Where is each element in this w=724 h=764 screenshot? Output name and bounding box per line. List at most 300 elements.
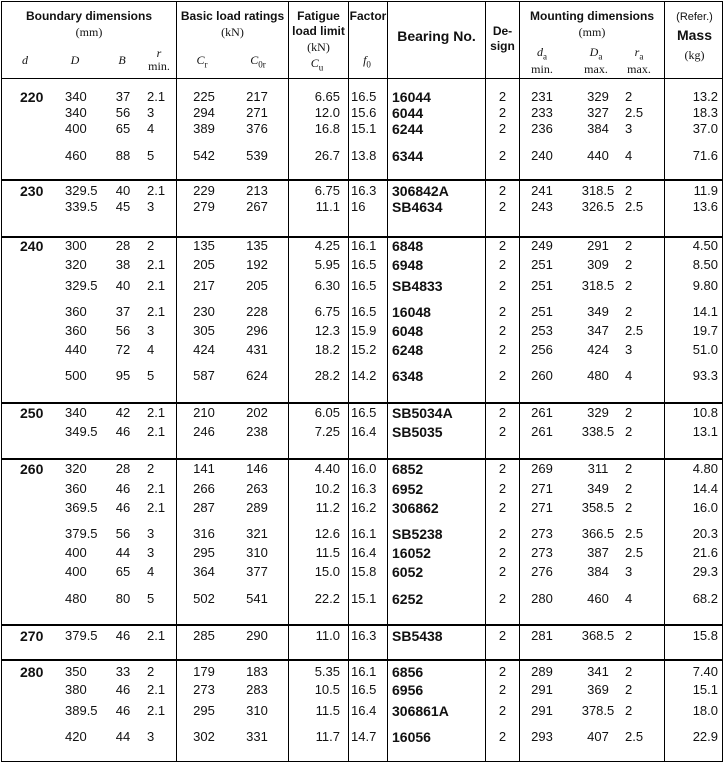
cell-da: 276: [531, 564, 553, 579]
cell-D: 339.5: [65, 199, 98, 214]
cell-C0r: 267: [246, 199, 268, 214]
cell-B: 38: [115, 257, 131, 272]
cell-no: SB4634: [392, 199, 443, 215]
cell-da: 233: [531, 105, 553, 120]
cell-C0r: 238: [246, 424, 268, 439]
cell-D: 340: [65, 89, 87, 104]
cell-C0r: 431: [246, 342, 268, 357]
cell-D: 500: [65, 368, 87, 383]
cell-D: 440: [65, 342, 87, 357]
cell-f0: 16.3: [351, 183, 377, 198]
cell-design: 2: [498, 628, 507, 643]
cell-C0r: 217: [246, 89, 268, 104]
cell-B: 40: [115, 278, 131, 293]
cell-C0r: 205: [246, 278, 268, 293]
cell-Da: 368.5: [581, 628, 615, 643]
cell-r: 2.1: [147, 183, 166, 198]
cell-Cu: 12.0: [314, 105, 340, 120]
cell-D: 340: [65, 105, 87, 120]
cell-B: 45: [115, 199, 131, 214]
cell-C0r: 539: [246, 148, 268, 163]
cell-B: 56: [115, 323, 131, 338]
cell-no: SB4833: [392, 278, 443, 294]
cell-B: 56: [115, 105, 131, 120]
cell-ra: 3: [625, 342, 633, 357]
cell-mass: 8.50: [692, 257, 718, 272]
cell-Da: 358.5: [581, 500, 615, 515]
cell-Cu: 4.25: [314, 238, 340, 253]
cell-f0: 16.3: [351, 481, 377, 496]
cell-f0: 16.5: [351, 278, 377, 293]
cell-C0r: 289: [246, 500, 268, 515]
cell-r: 3: [147, 199, 155, 214]
cell-Cu: 15.0: [314, 564, 340, 579]
cell-Da: 378.5: [581, 703, 615, 718]
cell-B: 46: [115, 703, 131, 718]
cell-no: 6856: [392, 664, 424, 680]
cell-da: 231: [531, 89, 553, 104]
cell-D: 480: [65, 591, 87, 606]
cell-da: 253: [531, 323, 553, 338]
cell-Da: 480: [587, 368, 609, 383]
cell-Da: 366.5: [581, 526, 615, 541]
cell-no: 6044: [392, 105, 424, 121]
cell-D: 400: [65, 564, 87, 579]
cell-da: 261: [531, 424, 553, 439]
cell-D: 400: [65, 121, 87, 136]
cell-Cr: 225: [193, 89, 215, 104]
cell-f0: 14.7: [351, 729, 377, 744]
cell-design: 2: [498, 342, 507, 357]
cell-Cr: 542: [193, 148, 215, 163]
cell-design: 2: [498, 304, 507, 319]
cell-r: 3: [147, 323, 155, 338]
cell-mass: 93.3: [692, 368, 718, 383]
symbol-d: d: [22, 53, 28, 67]
cell-ra: 2: [625, 481, 633, 496]
cell-da: 293: [531, 729, 553, 744]
cell-Cu: 11.5: [315, 545, 340, 560]
cell-f0: 16.5: [351, 89, 377, 104]
cell-ra: 2: [625, 257, 633, 272]
cell-mass: 18.3: [692, 105, 718, 120]
cell-Da: 309: [587, 257, 609, 272]
cell-C0r: 192: [246, 257, 268, 272]
cell-Cu: 4.40: [314, 461, 340, 476]
cell-Da: 291: [587, 238, 609, 253]
cell-no: 6956: [392, 682, 424, 698]
cell-design: 2: [498, 323, 507, 338]
cell-Da: 384: [587, 121, 609, 136]
cell-ra: 2: [625, 682, 633, 697]
cell-no: 6852: [392, 461, 424, 477]
cell-ra: 2: [625, 89, 633, 104]
cell-mass: 71.6: [692, 148, 718, 163]
cell-D: 329.5: [65, 278, 98, 293]
col-divider: [485, 2, 486, 761]
cell-no: 16056: [392, 729, 431, 745]
cell-da: 291: [531, 703, 553, 718]
symbol-C0r: $C_{0r}$: [250, 53, 266, 70]
cell-ra: 2: [625, 664, 633, 679]
cell-no: 16048: [392, 304, 431, 320]
col-divider: [348, 2, 349, 761]
cell-ra: 2: [625, 703, 633, 718]
cell-C0r: 321: [246, 526, 268, 541]
cell-no: SB5438: [392, 628, 443, 644]
cell-C0r: 296: [246, 323, 268, 338]
cell-d: 280: [20, 664, 44, 680]
cell-design: 2: [498, 148, 507, 163]
cell-r: 2.1: [147, 500, 166, 515]
symbol-D: D: [70, 53, 80, 67]
cell-no: 306842A: [392, 183, 449, 199]
cell-D: 460: [65, 148, 87, 163]
cell-C0r: 183: [246, 664, 268, 679]
cell-mass: 21.6: [692, 545, 718, 560]
cell-mass: 51.0: [692, 342, 718, 357]
group-divider: [2, 458, 722, 460]
cell-ra: 2.5: [625, 545, 644, 560]
cell-mass: 68.2: [692, 591, 718, 606]
cell-design: 2: [498, 545, 507, 560]
cell-r: 2.1: [147, 682, 166, 697]
col-divider: [664, 2, 665, 761]
cell-mass: 15.8: [692, 628, 718, 643]
cell-C0r: 541: [246, 591, 268, 606]
cell-B: 80: [115, 591, 131, 606]
cell-Da: 407: [587, 729, 609, 744]
cell-r: 2: [147, 238, 155, 253]
cell-B: 46: [115, 424, 131, 439]
header-boundary-title: Boundary dimensions: [25, 9, 153, 23]
cell-Cr: 279: [193, 199, 215, 214]
cell-d: 230: [20, 183, 44, 199]
header-load-unit: (kN): [221, 25, 244, 39]
cell-da: 251: [531, 257, 553, 272]
cell-r: 5: [147, 368, 155, 383]
cell-da: 281: [531, 628, 553, 643]
cell-Cu: 10.5: [314, 682, 340, 697]
cell-r: 2: [147, 664, 155, 679]
cell-C0r: 135: [246, 238, 268, 253]
cell-f0: 16.5: [351, 257, 377, 272]
cell-r: 3: [147, 105, 155, 120]
cell-D: 329.5: [65, 183, 98, 198]
col-divider: [288, 2, 289, 761]
cell-mass: 19.7: [692, 323, 718, 338]
cell-Cr: 364: [193, 564, 215, 579]
cell-B: 40: [115, 183, 131, 198]
cell-mass: 14.4: [692, 481, 718, 496]
cell-f0: 16.3: [351, 628, 377, 643]
cell-no: SB5238: [392, 526, 443, 542]
cell-design: 2: [498, 199, 507, 214]
cell-f0: 16.1: [351, 526, 377, 541]
symbol-Da: $D_a$ max.: [584, 45, 608, 77]
cell-Cu: 12.3: [314, 323, 340, 338]
cell-r: 2.1: [147, 278, 166, 293]
header-mass-refer: (Refer.): [676, 11, 713, 23]
cell-f0: 15.1: [351, 121, 377, 136]
cell-design: 2: [498, 729, 507, 744]
cell-Da: 327: [587, 105, 609, 120]
cell-ra: 2.5: [625, 526, 644, 541]
cell-mass: 4.50: [692, 238, 718, 253]
cell-da: 260: [531, 368, 553, 383]
cell-Cu: 11.0: [315, 628, 340, 643]
cell-Cr: 230: [193, 304, 215, 319]
cell-f0: 15.6: [351, 105, 377, 120]
cell-r: 2: [147, 461, 155, 476]
cell-Cu: 6.05: [314, 405, 340, 420]
cell-B: 65: [115, 121, 131, 136]
header-factor-title: Factor: [349, 9, 387, 23]
cell-ra: 2: [625, 628, 633, 643]
cell-da: 291: [531, 682, 553, 697]
cell-Cr: 273: [193, 682, 215, 697]
cell-da: 271: [531, 500, 553, 515]
cell-r: 5: [147, 148, 155, 163]
cell-Cr: 266: [193, 481, 215, 496]
cell-Cr: 294: [193, 105, 215, 120]
cell-mass: 13.1: [692, 424, 718, 439]
cell-mass: 29.3: [692, 564, 718, 579]
cell-B: 88: [115, 148, 131, 163]
group-divider: [2, 659, 722, 661]
cell-B: 56: [115, 526, 131, 541]
cell-f0: 15.2: [351, 342, 377, 357]
cell-f0: 16.5: [351, 405, 377, 420]
cell-r: 2.1: [147, 257, 166, 272]
cell-B: 65: [115, 564, 131, 579]
cell-da: 256: [531, 342, 553, 357]
cell-C0r: 331: [246, 729, 268, 744]
cell-design: 2: [498, 591, 507, 606]
cell-C0r: 271: [246, 105, 268, 120]
cell-ra: 2: [625, 500, 633, 515]
symbol-Cr: $C_r$: [196, 53, 208, 70]
cell-Cu: 6.30: [314, 278, 340, 293]
cell-D: 369.5: [65, 500, 98, 515]
cell-ra: 2.5: [625, 729, 644, 744]
header-mass-title: Mass: [676, 27, 713, 43]
cell-da: 251: [531, 304, 553, 319]
cell-C0r: 263: [246, 481, 268, 496]
cell-da: 249: [531, 238, 553, 253]
cell-Cu: 11.2: [315, 500, 340, 515]
cell-r: 4: [147, 564, 155, 579]
cell-C0r: 146: [246, 461, 268, 476]
cell-ra: 2: [625, 304, 633, 319]
cell-D: 360: [65, 323, 87, 338]
cell-B: 42: [115, 405, 131, 420]
cell-mass: 20.3: [692, 526, 718, 541]
cell-design: 2: [498, 481, 507, 496]
cell-no: 16044: [392, 89, 431, 105]
cell-f0: 15.1: [351, 591, 377, 606]
cell-C0r: 213: [246, 183, 268, 198]
cell-Cr: 316: [193, 526, 215, 541]
cell-Cr: 246: [193, 424, 215, 439]
cell-Cr: 305: [193, 323, 215, 338]
cell-D: 360: [65, 481, 87, 496]
cell-D: 349.5: [65, 424, 98, 439]
cell-Cr: 141: [193, 461, 215, 476]
cell-mass: 9.80: [692, 278, 718, 293]
cell-no: 6848: [392, 238, 424, 254]
cell-ra: 3: [625, 564, 633, 579]
cell-Cu: 11.7: [315, 729, 340, 744]
cell-r: 5: [147, 591, 155, 606]
cell-no: SB5035: [392, 424, 443, 440]
cell-mass: 4.80: [692, 461, 718, 476]
cell-Cu: 10.2: [314, 481, 340, 496]
cell-r: 3: [147, 526, 155, 541]
cell-C0r: 283: [246, 682, 268, 697]
cell-Da: 369: [587, 682, 609, 697]
cell-ra: 2.5: [625, 105, 644, 120]
cell-ra: 2.5: [625, 199, 644, 214]
cell-mass: 13.6: [692, 199, 718, 214]
cell-Da: 318.5: [581, 278, 615, 293]
symbol-ra: $r_a$ max.: [627, 45, 651, 77]
cell-Da: 349: [587, 481, 609, 496]
cell-no: 6244: [392, 121, 424, 137]
cell-r: 3: [147, 729, 155, 744]
cell-mass: 14.1: [692, 304, 718, 319]
cell-Da: 318.5: [581, 183, 615, 198]
cell-da: 273: [531, 545, 553, 560]
cell-design: 2: [498, 500, 507, 515]
cell-f0: 16: [351, 199, 366, 214]
cell-ra: 2.5: [625, 323, 644, 338]
cell-Cu: 22.2: [314, 591, 340, 606]
cell-B: 72: [115, 342, 131, 357]
cell-Da: 329: [587, 89, 609, 104]
cell-Da: 424: [587, 342, 609, 357]
cell-B: 28: [115, 461, 131, 476]
cell-design: 2: [498, 183, 507, 198]
cell-Cr: 587: [193, 368, 215, 383]
cell-Da: 326.5: [581, 199, 615, 214]
cell-D: 350: [65, 664, 87, 679]
cell-Da: 349: [587, 304, 609, 319]
cell-Cu: 5.95: [314, 257, 340, 272]
cell-Cr: 389: [193, 121, 215, 136]
cell-f0: 14.2: [351, 368, 377, 383]
cell-r: 3: [147, 545, 155, 560]
cell-C0r: 310: [246, 703, 268, 718]
cell-mass: 18.0: [692, 703, 718, 718]
cell-da: 289: [531, 664, 553, 679]
cell-D: 300: [65, 238, 87, 253]
cell-D: 420: [65, 729, 87, 744]
cell-Cu: 6.75: [314, 304, 340, 319]
cell-r: 2.1: [147, 703, 166, 718]
cell-Cu: 16.8: [314, 121, 340, 136]
cell-da: 271: [531, 481, 553, 496]
col-divider: [387, 2, 388, 761]
header-fatigue-line1: Fatigue: [297, 9, 340, 23]
header-bearing-title: Bearing No.: [397, 28, 476, 44]
cell-Da: 347: [587, 323, 609, 338]
cell-design: 2: [498, 682, 507, 697]
cell-Cr: 424: [193, 342, 215, 357]
header-mounting-title: Mounting dimensions: [530, 9, 654, 23]
cell-design: 2: [498, 121, 507, 136]
header-mounting-unit: (mm): [578, 25, 606, 39]
cell-design: 2: [498, 664, 507, 679]
group-divider: [2, 624, 722, 626]
cell-f0: 13.8: [351, 148, 377, 163]
cell-f0: 16.5: [351, 682, 377, 697]
cell-Da: 311: [587, 461, 609, 476]
cell-f0: 16.1: [351, 664, 377, 679]
cell-B: 44: [115, 729, 131, 744]
header-fatigue-unit: (kN): [307, 40, 330, 54]
cell-design: 2: [498, 368, 507, 383]
cell-D: 400: [65, 545, 87, 560]
cell-ra: 2: [625, 405, 633, 420]
cell-no: 6052: [392, 564, 424, 580]
cell-d: 220: [20, 89, 44, 105]
cell-f0: 16.4: [351, 545, 377, 560]
cell-B: 33: [115, 664, 131, 679]
cell-da: 241: [531, 183, 553, 198]
cell-d: 260: [20, 461, 44, 477]
cell-B: 46: [115, 481, 131, 496]
cell-Cu: 6.65: [314, 89, 340, 104]
cell-ra: 4: [625, 368, 633, 383]
cell-Cu: 5.35: [314, 664, 340, 679]
cell-no: 6048: [392, 323, 424, 339]
cell-mass: 10.8: [692, 405, 718, 420]
cell-Da: 387: [587, 545, 609, 560]
bearing-table: [1, 1, 723, 762]
cell-B: 95: [115, 368, 131, 383]
cell-Cr: 179: [193, 664, 215, 679]
cell-mass: 15.1: [692, 682, 718, 697]
header-load-title: Basic load ratings: [180, 9, 285, 23]
symbol-r: r min.: [148, 46, 170, 73]
col-divider: [176, 2, 177, 761]
cell-D: 320: [65, 461, 87, 476]
cell-no: 306862: [392, 500, 439, 516]
cell-design: 2: [498, 424, 507, 439]
header-fatigue-line2: load limit: [292, 24, 345, 38]
cell-no: 16052: [392, 545, 431, 561]
cell-D: 360: [65, 304, 87, 319]
header-design-line2: sign: [490, 39, 515, 53]
cell-D: 340: [65, 405, 87, 420]
cell-r: 2.1: [147, 628, 166, 643]
cell-C0r: 310: [246, 545, 268, 560]
cell-D: 320: [65, 257, 87, 272]
cell-no: 6344: [392, 148, 424, 164]
cell-C0r: 376: [246, 121, 268, 136]
cell-da: 240: [531, 148, 553, 163]
col-divider: [519, 2, 520, 761]
cell-r: 4: [147, 121, 155, 136]
symbol-da: $d_a$ min.: [531, 45, 553, 77]
cell-Cr: 502: [193, 591, 215, 606]
cell-ra: 2: [625, 183, 633, 198]
cell-design: 2: [498, 257, 507, 272]
cell-mass: 11.9: [693, 183, 718, 198]
cell-B: 44: [115, 545, 131, 560]
cell-C0r: 290: [246, 628, 268, 643]
